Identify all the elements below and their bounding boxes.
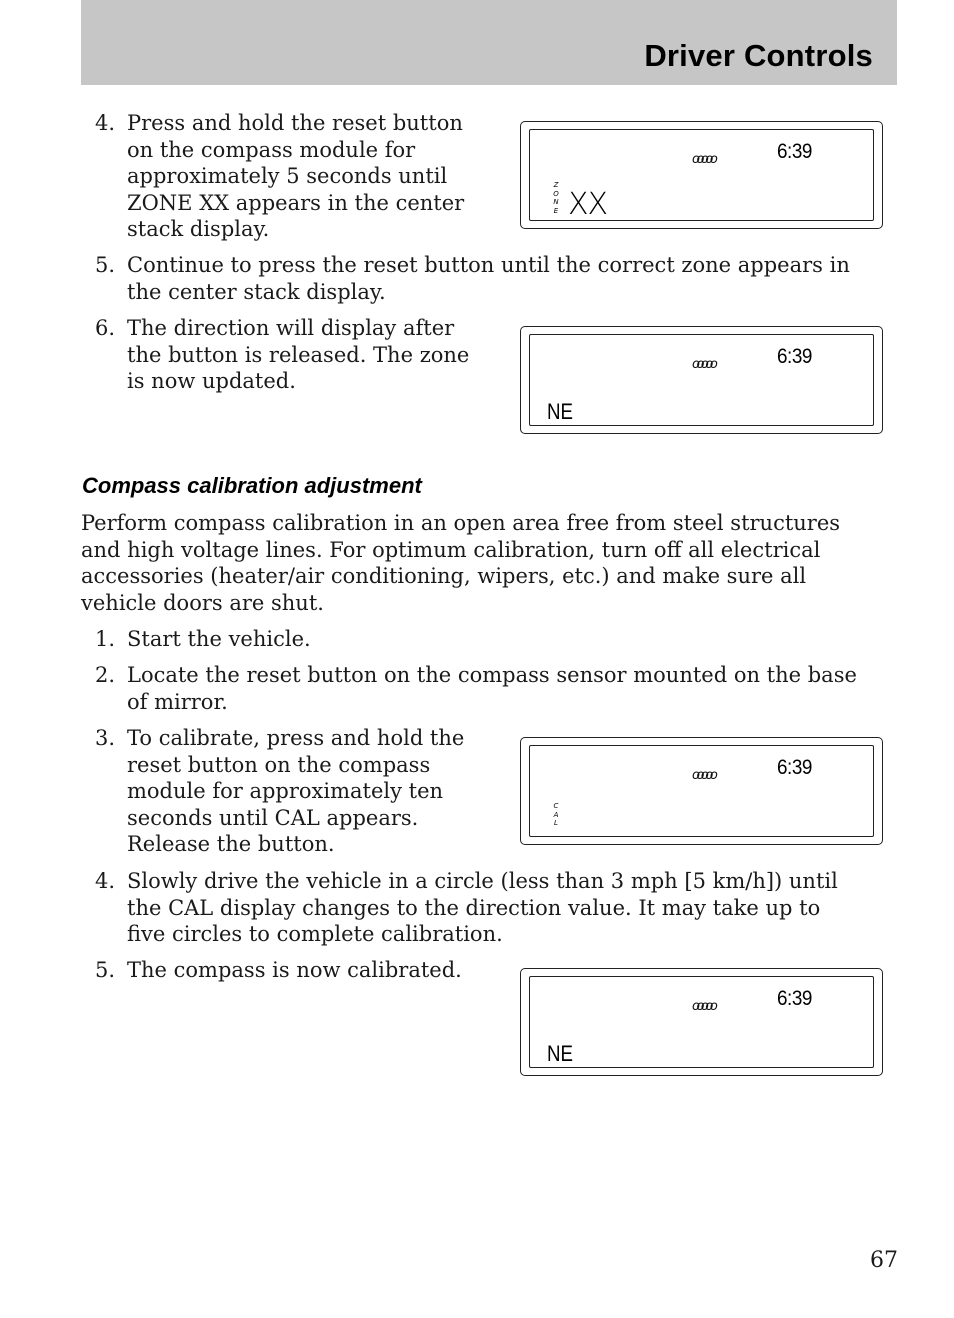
display-time: 6:39 bbox=[777, 345, 812, 368]
step-number: 4. bbox=[94, 111, 115, 135]
step-line: the button is released. The zone bbox=[127, 342, 470, 367]
paragraph-line: accessories (heater/air conditioning, wipers, etc.) and make sure all bbox=[81, 564, 807, 588]
display-screen bbox=[529, 976, 874, 1068]
step-line: The compass is now calibrated. bbox=[127, 958, 462, 982]
label-letter: Z bbox=[553, 181, 559, 189]
cal-vertical-label bbox=[551, 802, 561, 828]
step-number: 4. bbox=[94, 869, 115, 893]
signal-bars-icon: ooooo bbox=[692, 152, 715, 167]
step-number: 2. bbox=[94, 663, 115, 687]
page-number: 67 bbox=[870, 1248, 898, 1273]
signal-bars-icon: ooooo bbox=[692, 357, 715, 372]
step-number: 5. bbox=[94, 958, 115, 982]
step-line: on the compass module for bbox=[127, 137, 416, 162]
paragraph-line: and high voltage lines. For optimum calibration, turn off all electrical bbox=[81, 537, 821, 562]
display-direction-ne-calibrated bbox=[520, 968, 883, 1076]
zone-value: XX bbox=[568, 187, 608, 222]
compass-direction: NE bbox=[547, 399, 573, 424]
step-line: the CAL display changes to the direction value. It may take up to bbox=[127, 895, 821, 920]
display-time: 6:39 bbox=[777, 987, 812, 1010]
step-line: seconds until CAL appears. bbox=[127, 805, 419, 830]
compass-direction: NE bbox=[547, 1041, 573, 1066]
step-number: 5. bbox=[94, 253, 115, 277]
subsection-heading: Compass calibration adjustment bbox=[82, 473, 422, 498]
label-letter: C bbox=[553, 802, 559, 810]
display-direction-ne bbox=[520, 326, 883, 434]
step-line: Locate the reset button on the compass sensor mounted on the base bbox=[127, 663, 857, 687]
step-line: module for approximately ten bbox=[127, 779, 444, 803]
label-letter: A bbox=[553, 810, 559, 819]
display-cal bbox=[520, 737, 883, 845]
step-line: stack display. bbox=[127, 217, 270, 241]
label-letter: N bbox=[553, 198, 559, 206]
step-line: is now updated. bbox=[127, 369, 296, 393]
step-line: of mirror. bbox=[127, 689, 228, 714]
step-line: the center stack display. bbox=[127, 279, 386, 304]
step-line: Start the vehicle. bbox=[127, 627, 311, 651]
display-screen bbox=[529, 745, 874, 837]
intro-paragraph bbox=[81, 510, 901, 616]
step-line: approximately 5 seconds until bbox=[127, 164, 448, 188]
display-screen bbox=[529, 129, 874, 221]
label-letter: E bbox=[553, 206, 559, 215]
step-number: 6. bbox=[94, 316, 115, 340]
step-line: Continue to press the reset button until the correct zone appears in bbox=[127, 253, 850, 277]
display-time: 6:39 bbox=[777, 140, 812, 163]
paragraph-line: Perform compass calibration in an open area free from steel structures bbox=[81, 511, 841, 535]
section-title: Driver Controls bbox=[644, 38, 873, 73]
label-letter: L bbox=[554, 819, 558, 827]
page-header bbox=[81, 0, 897, 85]
step-line: To calibrate, press and hold the bbox=[127, 726, 465, 750]
step-number: 3. bbox=[94, 726, 115, 750]
step-line: reset button on the compass bbox=[127, 752, 431, 777]
step-line: Release the button. bbox=[127, 832, 335, 856]
paragraph-line: vehicle doors are shut. bbox=[81, 590, 324, 615]
step-line: Press and hold the reset button bbox=[127, 111, 463, 135]
display-zone-xx bbox=[520, 121, 883, 229]
display-screen bbox=[529, 334, 874, 426]
display-time: 6:39 bbox=[777, 756, 812, 779]
step-line: five circles to complete calibration. bbox=[127, 922, 503, 946]
signal-bars-icon: ooooo bbox=[692, 768, 715, 783]
step-line: Slowly drive the vehicle in a circle (less than 3 mph [5 km/h]) until bbox=[127, 869, 838, 893]
label-letter: O bbox=[553, 189, 559, 198]
zone-vertical-label bbox=[551, 181, 561, 215]
step-number: 1. bbox=[94, 627, 115, 651]
step-line: ZONE XX appears in the center bbox=[127, 190, 465, 215]
step-line: The direction will display after bbox=[127, 316, 455, 340]
signal-bars-icon: ooooo bbox=[692, 999, 715, 1014]
